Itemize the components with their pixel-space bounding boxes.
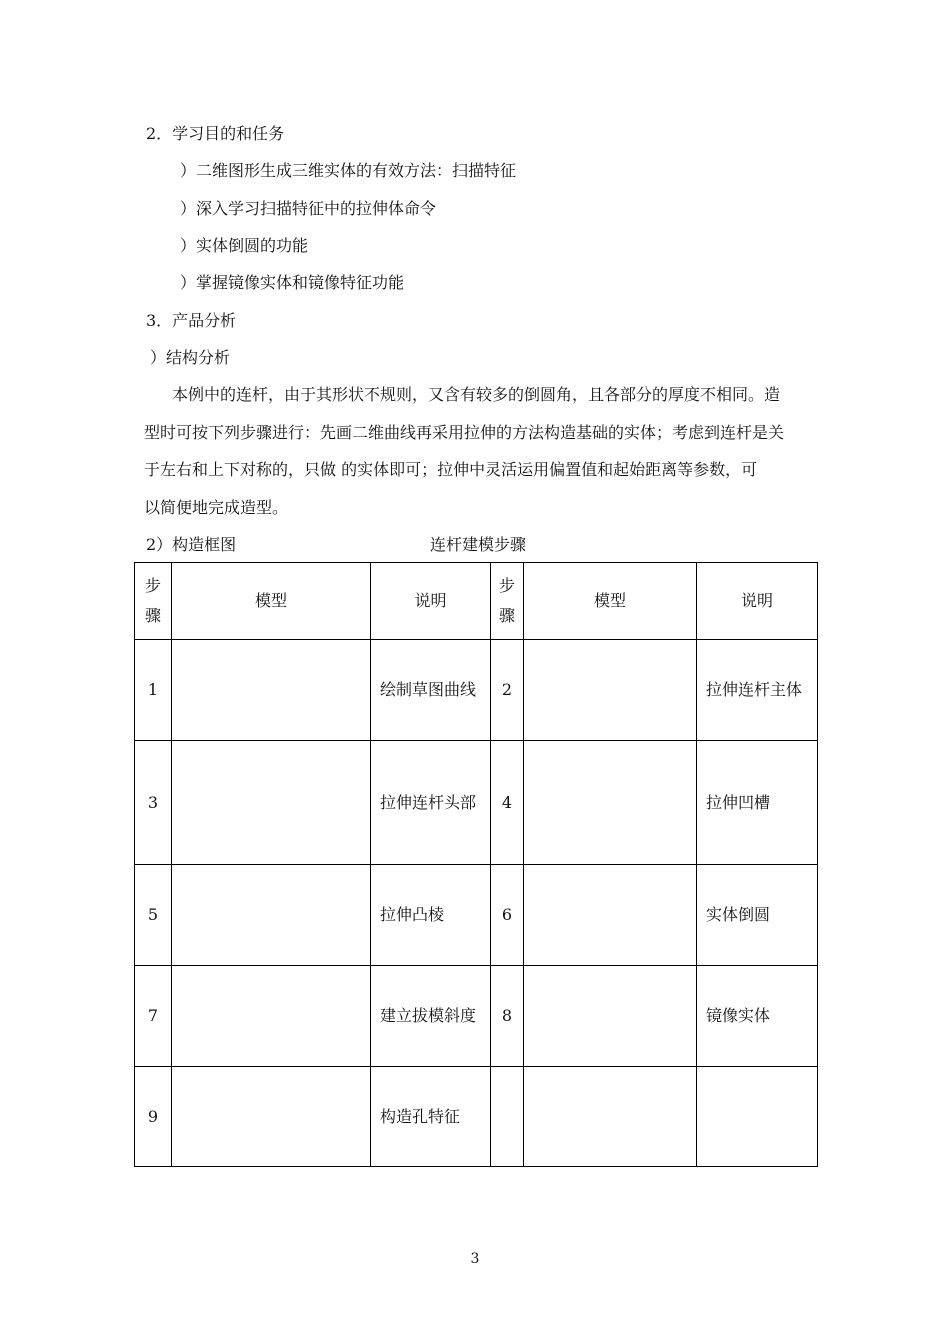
table-row	[135, 966, 818, 1067]
table-caption: 连杆建模步骤	[430, 535, 527, 554]
model-cell	[172, 865, 371, 966]
step-number: 5	[135, 865, 172, 966]
model-cell	[524, 966, 697, 1067]
header-desc-right: 说明	[697, 563, 818, 640]
header-step-char: 步	[498, 576, 515, 595]
header-step-char: 步	[144, 576, 161, 595]
analysis-paragraph-line-4: 以简便地完成造型。	[144, 498, 289, 517]
model-cell	[172, 741, 371, 865]
table-row	[135, 741, 818, 865]
model-cell	[524, 640, 697, 741]
model-cell	[172, 1067, 371, 1167]
model-cell	[172, 640, 371, 741]
step-description: 实体倒圆	[697, 865, 818, 966]
step-number: 2	[491, 640, 524, 741]
step-description: 拉伸连杆主体	[697, 640, 818, 741]
header-step-right	[491, 563, 524, 640]
model-cell	[524, 741, 697, 865]
step-number: 9	[135, 1067, 172, 1167]
step-number: 1	[135, 640, 172, 741]
page-number: 3	[470, 1251, 480, 1267]
model-cell	[524, 865, 697, 966]
header-step-char: 骤	[498, 606, 515, 625]
header-model-right: 模型	[524, 563, 697, 640]
analysis-paragraph-line-1: 本例中的连杆，由于其形状不规则，又含有较多的倒圆角，且各部分的厚度不相同。造	[172, 385, 781, 404]
header-step-left	[135, 563, 172, 640]
table-header-row	[135, 563, 818, 640]
goal-item-4: ）掌握镜像实体和镜像特征功能	[180, 273, 405, 292]
step-description: 绘制草图曲线	[371, 640, 491, 741]
step-description: 拉伸凸棱	[371, 865, 491, 966]
goal-item-1: ）二维图形生成三维实体的有效方法：扫描特征	[180, 161, 517, 180]
step-description: 拉伸连杆头部	[371, 741, 491, 865]
goal-item-3: ）实体倒圆的功能	[180, 236, 309, 255]
step-description: 构造孔特征	[371, 1067, 491, 1167]
table-row	[135, 865, 818, 966]
table-row	[135, 640, 818, 741]
step-description: 拉伸凹槽	[697, 741, 818, 865]
model-cell	[172, 966, 371, 1067]
framework-heading: 2）构造框图	[146, 535, 237, 554]
header-desc-left: 说明	[371, 563, 491, 640]
step-description	[697, 1067, 818, 1167]
step-number: 6	[491, 865, 524, 966]
step-description: 建立拔模斜度	[371, 966, 491, 1067]
structure-analysis-heading: ）结构分析	[150, 348, 231, 367]
header-step-char: 骤	[144, 606, 161, 625]
step-number: 7	[135, 966, 172, 1067]
analysis-paragraph-line-3: 于左右和上下对称的，只做 的实体即可；拉伸中灵活运用偏置值和起始距离等参数，可	[144, 460, 758, 479]
step-number: 4	[491, 741, 524, 865]
step-number: 3	[135, 741, 172, 865]
section2-heading: 2．学习目的和任务	[146, 124, 285, 143]
goal-item-2: ）深入学习扫描特征中的拉伸体命令	[180, 199, 437, 218]
modeling-steps-table	[134, 562, 818, 1167]
step-number: 8	[491, 966, 524, 1067]
section3-heading: 3．产品分析	[146, 311, 237, 330]
step-description: 镜像实体	[697, 966, 818, 1067]
model-cell	[524, 1067, 697, 1167]
table-row	[135, 1067, 818, 1167]
step-number	[491, 1067, 524, 1167]
header-model-left: 模型	[172, 563, 371, 640]
analysis-paragraph-line-2: 型时可按下列步骤进行：先画二维曲线再采用拉伸的方法构造基础的实体；考虑到连杆是关	[144, 423, 785, 442]
